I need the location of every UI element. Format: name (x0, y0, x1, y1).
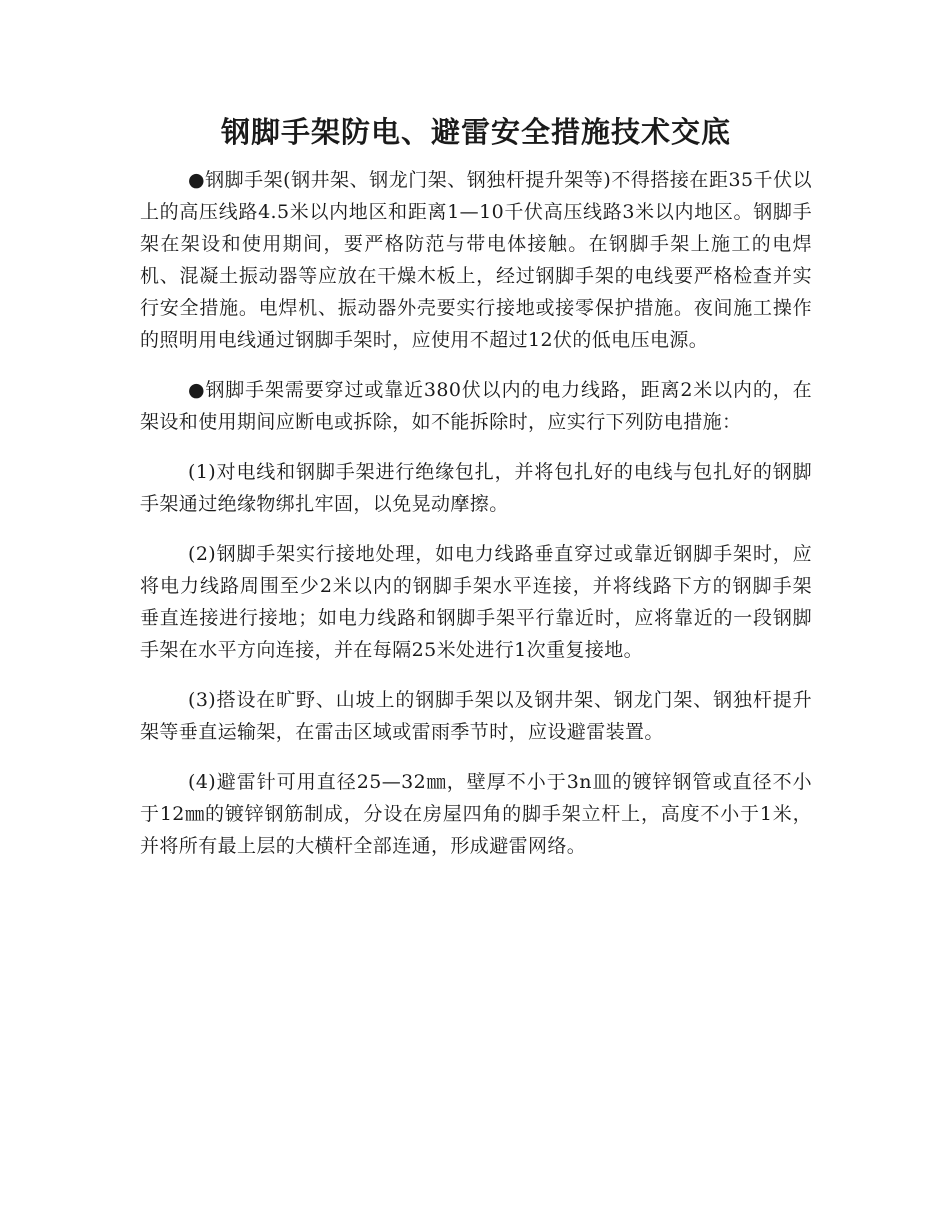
document-page (140, 108, 812, 878)
paragraph-scaffold-distance: ●钢脚手架(钢井架、钢龙门架、钢独杆提升架等)不得搭接在距35千伏以上的高压线路4.5米以内地区和距离1—10千伏高压线路3米以内地区。钢脚手架在架设和使用期间，要严格防范与带电体接触。在钢脚手架上施工的电焊机、混凝土振动器等应放在干燥木板上，经过钢脚手架的电线要严格检查并实行安全措施。电焊机、振动器外壳要实行接地或接零保护措施。夜间施工操作的照明用电线通过钢脚手架时，应使用不超过12伏的低电压电源。 (140, 169, 812, 351)
paragraph-measure-4: (4)避雷针可用直径25—32㎜，壁厚不小于3n皿的镀锌钢管或直径不小于12㎜的镀锌钢筋制成，分设在房屋四角的脚手架立杆上，高度不小于1米，并将所有最上层的大横杆全部连通，形成避雷网络。 (140, 771, 812, 857)
paragraph-power-line: ●钢脚手架需要穿过或靠近380伏以内的电力线路，距离2米以内的，在架设和使用期间应断电或拆除，如不能拆除时，应实行下列防电措施： (140, 379, 812, 433)
page-title: 钢脚手架防电、避雷安全措施技术交底 (220, 115, 731, 149)
paragraph-measure-3: (3)搭设在旷野、山坡上的钢脚手架以及钢井架、钢龙门架、钢独杆提升架等垂直运输架，在雷击区域或雷雨季节时，应设避雷装置。 (140, 689, 812, 743)
paragraph-measure-2: (2)钢脚手架实行接地处理，如电力线路垂直穿过或靠近钢脚手架时，应将电力线路周围至少2米以内的钢脚手架水平连接，并将线路下方的钢脚手架垂直连接进行接地；如电力线路和钢脚手架平行靠近时，应将靠近的一段钢脚手架在水平方向连接，并在每隔25米处进行1次重复接地。 (140, 543, 812, 661)
paragraph-measure-1: (1)对电线和钢脚手架进行绝缘包扎，并将包扎好的电线与包扎好的钢脚手架通过绝缘物绑扎牢固，以免晃动摩擦。 (140, 461, 812, 515)
